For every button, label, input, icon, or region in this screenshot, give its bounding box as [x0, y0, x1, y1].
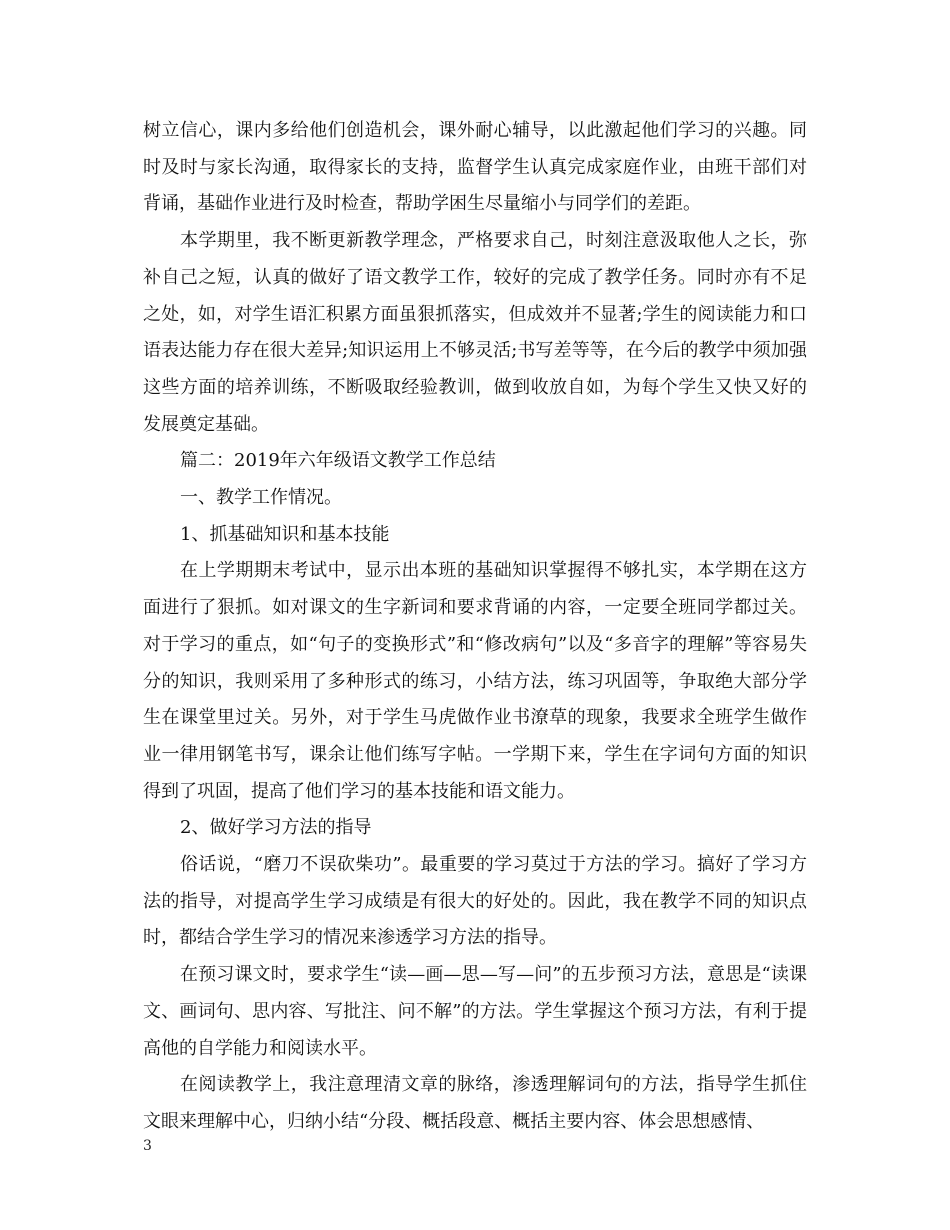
paragraph-preview: 在预习课文时，要求学生“读—画—思—写—问”的五步预习方法，意思是“读课文、画词句、思内容、写批注、问不解”的方法。学生掌握这个预习方法，有利于提高他的自学能力和阅读水平。 [143, 964, 807, 1059]
paragraph-2: 本学期里，我不断更新教学理念，严格要求自己，时刻注意汲取他人之长，弥补自己之短，认真的做好了语文教学工作，较好的完成了教学任务。同时亦有不足之处，如，对学生语汇积累方面虽狠抓落实，但成效并不显著;学生的阅读能力和口语表达能力存在很大差异;知识运用上不够灵活;书写差等等，在今后的教学中须加强这些方面的培养训练，不断吸取经验教训，做到收放自如，为每个学生又快又好的发展奠定基础。 [143, 230, 807, 435]
paragraph-methods: 俗话说，“磨刀不误砍柴功”。最重要的学习莫过于方法的学习。搞好了学习方法的指导，对提高学生学习成绩是有很大的好处的。因此，我在教学不同的知识点时，都结合学生学习的情况来渗透学习方法的指导。 [143, 854, 807, 949]
paragraph-reading: 在阅读教学上，我注意理清文章的脉络，渗透理解词句的方法，指导学生抓住文眼来理解中心，归纳小结“分段、概括段意、概括主要内容、体会思想感情、 [143, 1074, 807, 1132]
body-text [143, 113, 807, 1141]
subheading-basics: 1、抓基础知识和基本技能 [180, 523, 390, 545]
heading-teaching-situation: 一、教学工作情况。 [180, 487, 342, 509]
page-number: 3 [143, 1138, 152, 1154]
section-title: 篇二：2019年六年级语文教学工作总结 [180, 450, 496, 472]
paragraph-basics: 在上学期期末考试中，显示出本班的基础知识掌握得不够扎实，本学期在这方面进行了狠抓。如对课文的生字新词和要求背诵的内容，一定要全班同学都过关。对于学习的重点，如“句子的变换形式”和“修改病句”以及“多音字的理解”等容易失分的知识，我则采用了多种形式的练习，小结方法，练习巩固等，争取绝大部分学生在课堂里过关。另外，对于学生马虎做作业书潦草的现象，我要求全班学生做作业一律用钢笔书写，课余让他们练写字帖。一学期下来，学生在字词句方面的知识得到了巩固，提高了他们学习的基本技能和语文能力。 [143, 560, 807, 802]
paragraph-1: 树立信心，课内多给他们创造机会，课外耐心辅导，以此激起他们学习的兴趣。同时及时与家长沟通，取得家长的支持，监督学生认真完成家庭作业，由班干部们对背诵，基础作业进行及时检查，帮助学困生尽量缩小与同学们的差距。 [143, 120, 807, 215]
subheading-methods: 2、做好学习方法的指导 [180, 817, 372, 839]
